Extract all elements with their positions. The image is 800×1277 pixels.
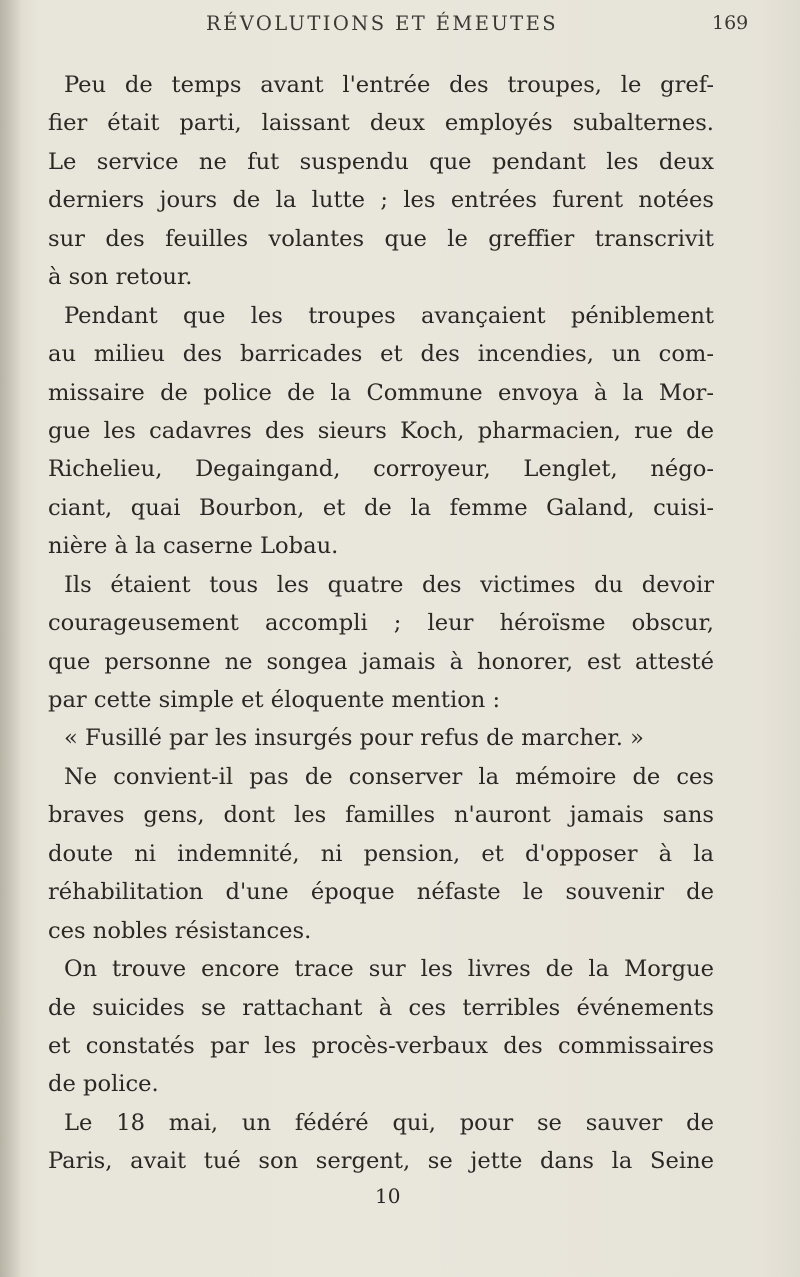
text-line: réhabilitation d'une époque néfaste le souvenir de <box>48 879 714 906</box>
running-title: RÉVOLUTIONS ET ÉMEUTES <box>206 12 558 35</box>
text-line: doute ni indemnité, ni pension, et d'opposer à la <box>48 840 714 867</box>
text-line: fier était parti, laissant deux employés subalternes. <box>48 110 714 137</box>
text-line: derniers jours de la lutte ; les entrées furent notées <box>48 187 714 214</box>
body-text <box>48 66 714 1181</box>
text-line: braves gens, dont les familles n'auront jamais sans <box>48 802 714 829</box>
text-line: On trouve encore trace sur les livres de la Morgue <box>64 956 714 983</box>
text-line: gue les cadavres des sieurs Koch, pharmacien, rue de <box>48 417 714 444</box>
text-line: Peu de temps avant l'entrée des troupes, le gref- <box>64 72 714 98</box>
text-line: que personne ne songea jamais à honorer, est attesté <box>48 648 714 675</box>
signature-mark: 10 <box>375 1184 401 1208</box>
text-line: et constatés par les procès-verbaux des commissaires <box>48 1032 714 1059</box>
text-line: de police. <box>48 1071 159 1098</box>
text-line: Le 18 mai, un fédéré qui, pour se sauver de <box>64 1109 714 1136</box>
page-number: 169 <box>712 12 749 34</box>
text-line: Richelieu, Degaingand, corroyeur, Lenglet, négo- <box>48 456 714 483</box>
text-line: sur des feuilles volantes que le greffier transcrivit <box>48 225 714 252</box>
text-line: ces nobles résistances. <box>48 917 312 944</box>
text-line: « Fusillé par les insurgés pour refus de marcher. » <box>64 725 644 752</box>
text-line: à son retour. <box>48 264 193 291</box>
text-line: Ils étaient tous les quatre des victimes du devoir <box>64 571 714 598</box>
text-line: nière à la caserne Lobau. <box>48 533 339 560</box>
running-head <box>0 12 800 52</box>
text-line: missaire de police de la Commune envoya à la Mor- <box>48 379 714 406</box>
text-line: au milieu des barricades et des incendies, un com- <box>48 341 714 368</box>
text-line: ciant, quai Bourbon, et de la femme Galand, cuisi- <box>48 494 714 521</box>
text-line: de suicides se rattachant à ces terribles événements <box>48 994 714 1021</box>
text-line: par cette simple et éloquente mention : <box>48 687 501 713</box>
text-line: Ne convient-il pas de conserver la mémoire de ces <box>64 763 714 790</box>
text-line: Paris, avait tué son sergent, se jette dans la Seine <box>48 1148 714 1175</box>
text-line: courageusement accompli ; leur héroïsme obscur, <box>48 610 714 637</box>
text-line: Le service ne fut suspendu que pendant les deux <box>48 148 714 175</box>
text-line: Pendant que les troupes avançaient péniblement <box>64 302 714 329</box>
spine-shadow <box>0 0 22 1277</box>
